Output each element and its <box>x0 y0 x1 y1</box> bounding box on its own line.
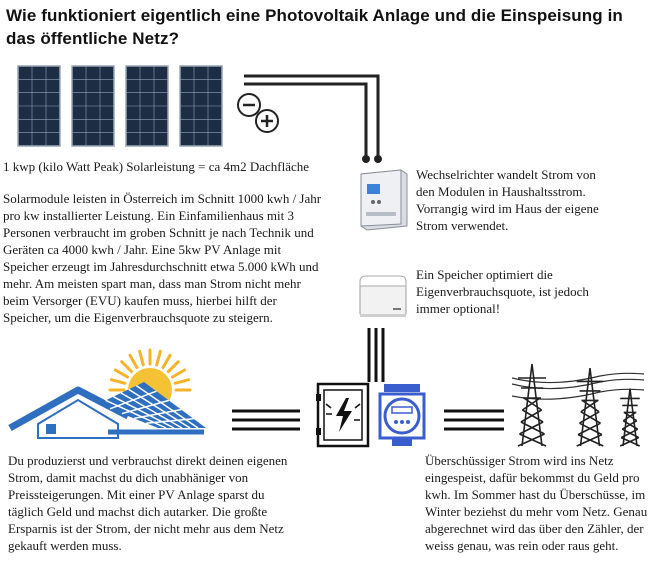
plus-icon <box>254 108 280 134</box>
power-pylon-icon <box>512 362 644 446</box>
inverter-text: Wechselrichter wandelt Strom von den Modulen in Haushaltsstrom. Vorrangig wird im Haus der eigene Strom verwendet. <box>416 167 599 233</box>
left-connector <box>232 408 300 434</box>
solar-info-text: Solarmodule leisten in Österreich im Schnitt 1000 kwh / Jahr pro kw installierter Leistung. Ein Einfamilienhaus mit 3 Personen verbraucht im groben Schnitt je nach Technik und Geräten ca 4000 kwh / Jahr. Eine 5kw PV Anlage mit Speicher erzeugt im Jahresdurchschnitt etwa 5.000 kWh und mehr. Am meisten spart man, dass man Strom nicht mehr beim Versorger (EVU) kaufen muss, hierbei hilft der Speicher, um die Eigenverbrauchsquote zu steigern. <box>3 191 322 325</box>
electrical-box-icon <box>312 380 374 450</box>
battery-storage-icon <box>357 272 409 320</box>
vertical-connector <box>366 328 386 382</box>
kwp-text: 1 kwp (kilo Watt Peak) Solarleistung = ca 4m2 Dachfläche <box>3 159 310 174</box>
self-consumption-text: Du produzierst und verbrauchst direkt deinen eigenen Strom, damit machst du dich unabhäniger von Preissteigerungen. Mit einer PV Anlage sparst du täglich Geld und machst dich autarker. Die großte Ersparnis ist der Strom, der nicht mehr aus dem Netz gekauft werden muss. <box>8 453 288 553</box>
storage-text: Ein Speicher optimiert die Eigenverbrauchsquote, ist jedoch immer optional! <box>416 267 589 316</box>
page-title: Wie funktioniert eigentlich eine Photovoltaik Anlage und die Einspeisung in das öffentliche Netz? <box>6 6 623 48</box>
solar-panel-icon <box>14 64 234 150</box>
grid-feed-in-text: Überschüssiger Strom wird ins Netz eingespeist, dafür bekommst du Geld pro kwh. Im Sommer hast du Überschüsse, im Winter beziehst du mehr vom Netz. Genau abgerechnet wird das über den Zähler, der weiss genau, was rein oder raus geht. <box>425 453 648 553</box>
electricity-meter-icon <box>374 382 430 448</box>
house-roof-solar-icon <box>8 372 208 444</box>
inverter-icon <box>357 168 409 230</box>
right-connector <box>444 408 504 434</box>
